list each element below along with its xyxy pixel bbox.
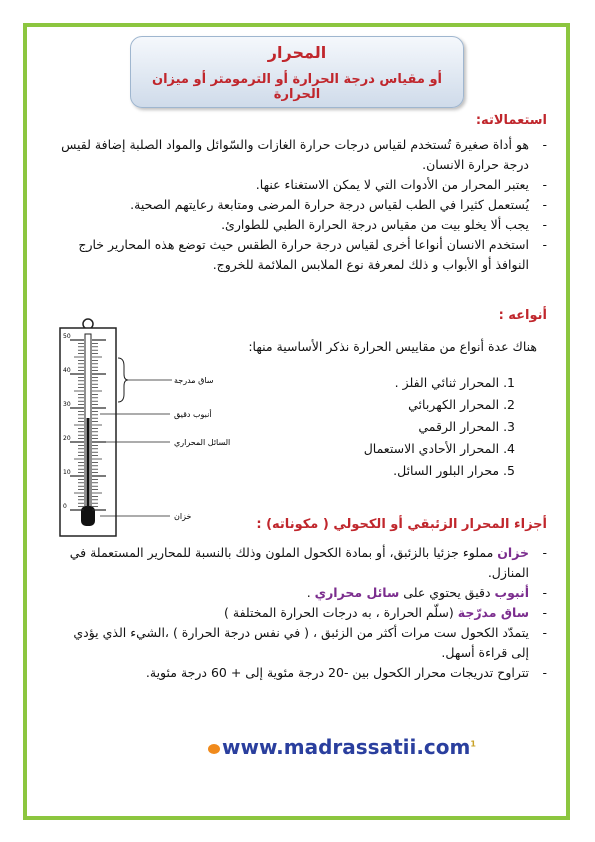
part-key-tube: أنبوب [494, 585, 529, 600]
title-box [130, 36, 464, 108]
uses-list-container [57, 135, 547, 275]
list-item: 4. المحرار الأحادي الاستعمال [363, 441, 515, 456]
list-item: - يُستعمل كثيرا في الطب لقياس درجة حرارة المرضى ومتابعة رعايتهم الصحية. [57, 195, 547, 215]
list-item: 2. المحرار الكهربائي [408, 397, 515, 412]
types-list [255, 372, 515, 482]
list-item: - يعتبر المحرار من الأدوات التي لا يمكن الاستغناء عنها. [57, 175, 547, 195]
list-item [57, 583, 547, 603]
scale-tick-label: 10 [63, 469, 71, 476]
types-intro: هناك عدة أنواع من مقاييس الحرارة نذكر الأساسية منها: [248, 339, 537, 354]
list-item: 3. المحرار الرقمي [418, 419, 515, 434]
scale-tick-label: 20 [63, 435, 71, 442]
part-key-bulb: خزان [497, 545, 529, 560]
thermometer-svg [50, 318, 240, 538]
label-liquid: السائل المحراري [174, 438, 231, 447]
list-item [57, 623, 547, 663]
label-tube: أنبوب دقيق [174, 410, 212, 419]
part-text: مملوء جزئيا بالزئبق، أو بمادة الكحول الملون وذلك بالنسبة للمحارير المستعملة في المنازل. [69, 545, 529, 580]
types-list-container [255, 372, 515, 482]
uses-heading: استعمالاته: [475, 113, 547, 128]
part-text: . [306, 585, 315, 600]
list-item [57, 663, 547, 683]
part-text: تتراوح تدريجات محرار الكحول بين -20 درجة مئوية إلى + 60 درجة مئوية. [145, 665, 529, 680]
site-mark: 1 [470, 739, 476, 749]
label-bulb: خزان [174, 512, 192, 521]
list-item [57, 603, 547, 623]
logo-dot-icon [208, 744, 220, 754]
part-text: (سلّم الحرارة ، به درجات الحرارة المختلفة ) [224, 605, 458, 620]
part-text: يتمدّد الكحول ست مرات أكثر من الزئبق ، ( في نفس درجة الحرارة ) ،الشيء الذي يؤدي إلى قراءة أسهل. [73, 625, 529, 660]
thermometer-figure [50, 318, 240, 538]
list-item: - استخدم الانسان أنواعا أخرى لقياس درجة حرارة الطقس حيث توضع هذه المحارير خارج النوافذ أو الأبواب و ذلك لمعرفة نوع الملابس الملائمة للخروج. [57, 235, 547, 275]
bulb [81, 506, 95, 526]
list-item: 1. المحرار ثنائي الفلز . [394, 375, 515, 390]
part-key-stem: ساق مدرّجة [457, 605, 529, 620]
types-heading: أنواعه : [498, 308, 547, 323]
scale-tick-label: 50 [63, 333, 71, 340]
liquid-column [87, 418, 90, 513]
part-key-liquid: سائل محراري [314, 585, 400, 600]
page-subtitle: أو مقياس درجة الحرارة أو الترمومتر أو ميزان الحرارة [151, 72, 442, 102]
site-link[interactable] [208, 735, 476, 759]
list-item: - يجب ألا يخلو بيت من مقياس درجة الحرارة الطبي للطوارئ. [57, 215, 547, 235]
scale-tick-label: 30 [63, 401, 71, 408]
list-item [57, 543, 547, 583]
list-item: - هو أداة صغيرة تُستخدم لقياس درجات حرارة الغازات والسّوائل والمواد الصلبة إضافة لقيس درجة حرارة الانسان. [57, 135, 547, 175]
label-stem: ساق مدرجة [174, 376, 214, 385]
list-item: 5. محرار البلور السائل. [393, 463, 515, 478]
stem-bracket [118, 358, 128, 402]
page-title: المحرار [267, 43, 327, 62]
part-text: دقيق يحتوي على [399, 585, 495, 600]
parts-list-container [57, 543, 547, 683]
scale-tick-label: 0 [63, 503, 67, 510]
parts-list [57, 543, 547, 683]
uses-list [57, 135, 547, 275]
scale-tick-label: 40 [63, 367, 71, 374]
site-url: www.madrassatii.com [222, 735, 471, 759]
parts-heading: أجزاء المحرار الزئبقي أو الكحولي ( مكوناته) : [256, 517, 547, 532]
